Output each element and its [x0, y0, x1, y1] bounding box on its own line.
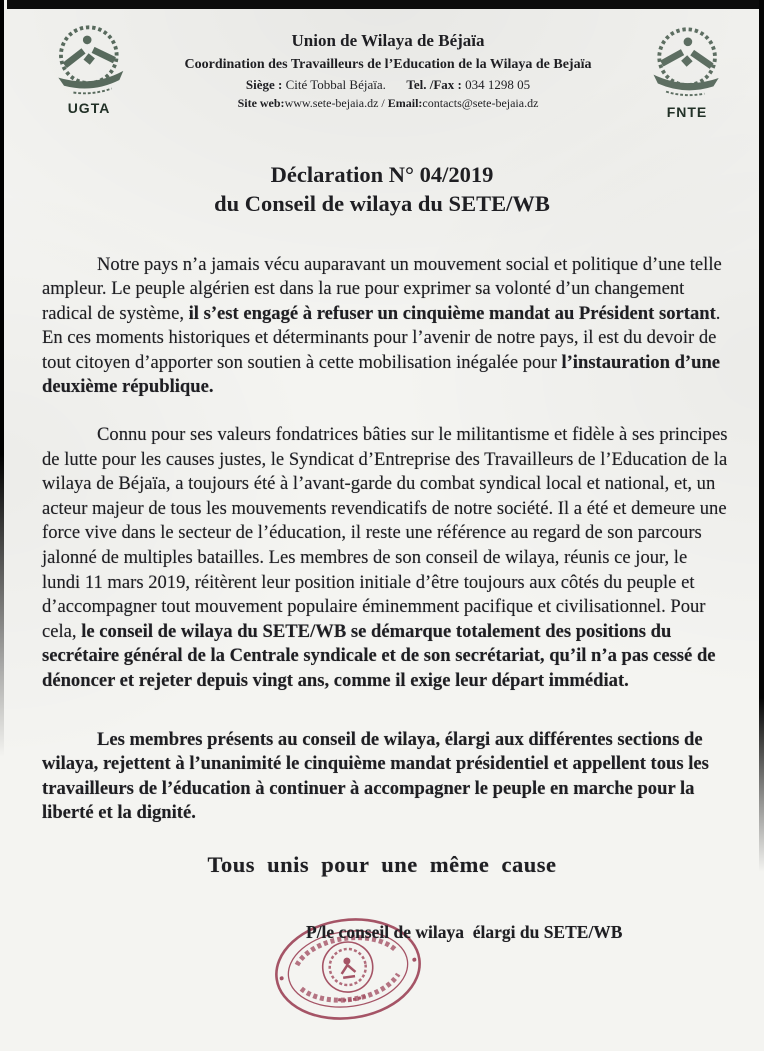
org-contact-line [144, 94, 632, 112]
signature-area [0, 910, 764, 1050]
title-line-2: du Conseil de wilaya du SETE/WB [214, 191, 550, 217]
phone-label: Tel. /Fax : [406, 76, 462, 92]
web-label: Site web: [237, 96, 285, 110]
paragraph-segment: Les membres présents au conseil de wilaya, élargi aux différentes sections de wilaya, rejettent à l’unanimité le cinquième mandat présidentiel et appellent tous les travailleurs de l’éducation à continuer à accompagner le peuple en marche pour la liberté et la dignité. [42, 728, 709, 824]
document-paragraph [42, 728, 728, 826]
org-name: Union de Wilaya de Béjaïa [291, 31, 485, 50]
document-title [0, 160, 764, 219]
address-value: Cité Tobbal Béjaïa. [285, 76, 386, 92]
ugta-logo-caption: UGTA [67, 100, 111, 116]
ugta-emblem-icon [41, 20, 137, 98]
scan-edge-top [7, 0, 764, 9]
address-label: Siège : [245, 76, 283, 92]
document-paragraph [42, 423, 728, 694]
title-line-1: Déclaration N° 04/2019 [270, 162, 494, 187]
paragraph-segment: il s’est engagé à refuser un cinquième mandat au Président sortant [188, 302, 716, 324]
paragraph-segment: Notre pays n’a jamais vécu auparavant un mouvement social et politique d’une telle ampleur. Le peuple algérien est dans la rue pour exprimer sa volonté d’un changement radical de système, [42, 253, 722, 324]
email-label: Email: [387, 96, 423, 110]
paragraph-segment: le conseil de wilaya du SETE/WB se démarque totalement des positions du secrétaire général de la Centrale syndicale et de son secrétariat, qu’il n’a pas cessé de dénoncer et rejeter depuis vingt ans, comme il exige leur départ immédiat. [42, 620, 716, 691]
header-org-text [144, 20, 632, 112]
slogan: Tous unis pour une même cause [207, 851, 557, 877]
fnte-logo-block [632, 20, 742, 120]
fnte-logo-caption: FNTE [666, 104, 708, 120]
paragraph-segment: l’instauration d’une deuxième république. [42, 351, 721, 398]
web-value: www.sete-bejaia.dz [284, 96, 379, 110]
scan-edge-left [0, 0, 4, 757]
org-subtitle: Coordination des Travailleurs de l’Education de la Wilaya de Bejaïa [184, 56, 592, 72]
fnte-emblem-icon [639, 20, 735, 102]
document-body [0, 253, 764, 826]
document-paragraph [42, 253, 728, 401]
phone-value: 034 1298 05 [465, 76, 531, 92]
paragraph-segment: . En ces moments historiques et déterminants pour l’avenir de notre pays, il est du devoir de tout citoyen d’apporter son soutien à cette mobilisation inégalée pour [42, 302, 721, 373]
scan-edge-right [759, 0, 764, 872]
document-header [0, 0, 764, 120]
paragraph-segment: Connu pour ses valeurs fondatrices bâties sur le militantisme et fidèle à ses principes de lutte pour les causes justes, le Syndicat d’Entreprise des Travailleurs de l’Education de la wilaya de Béjaïa, a toujours été à l’avant-garde du combat syndical local et national, et, un acteur majeur de tous les mouvements revendicatifs de notre société. Il a été et demeure une force vive dans le secteur de l’éducation, il reste une référence au regard de son parcours jalonné de multiples batailles. Les membres de son conseil de wilaya, réunis ce jour, le lundi 11 mars 2019, réitèrent leur position initiale d’être toujours aux côtés du peuple et d’accompagner tout mouvement populaire éminemment pacifique et civilisationnel. Pour cela, [42, 424, 728, 642]
ugta-logo-block [34, 20, 144, 116]
org-address-line [144, 75, 632, 95]
signature-line: P/le conseil de wilaya élargi du SETE/WB [306, 921, 623, 942]
separator: / [381, 96, 385, 110]
email-value: contacts@sete-bejaia.dz [422, 96, 539, 110]
